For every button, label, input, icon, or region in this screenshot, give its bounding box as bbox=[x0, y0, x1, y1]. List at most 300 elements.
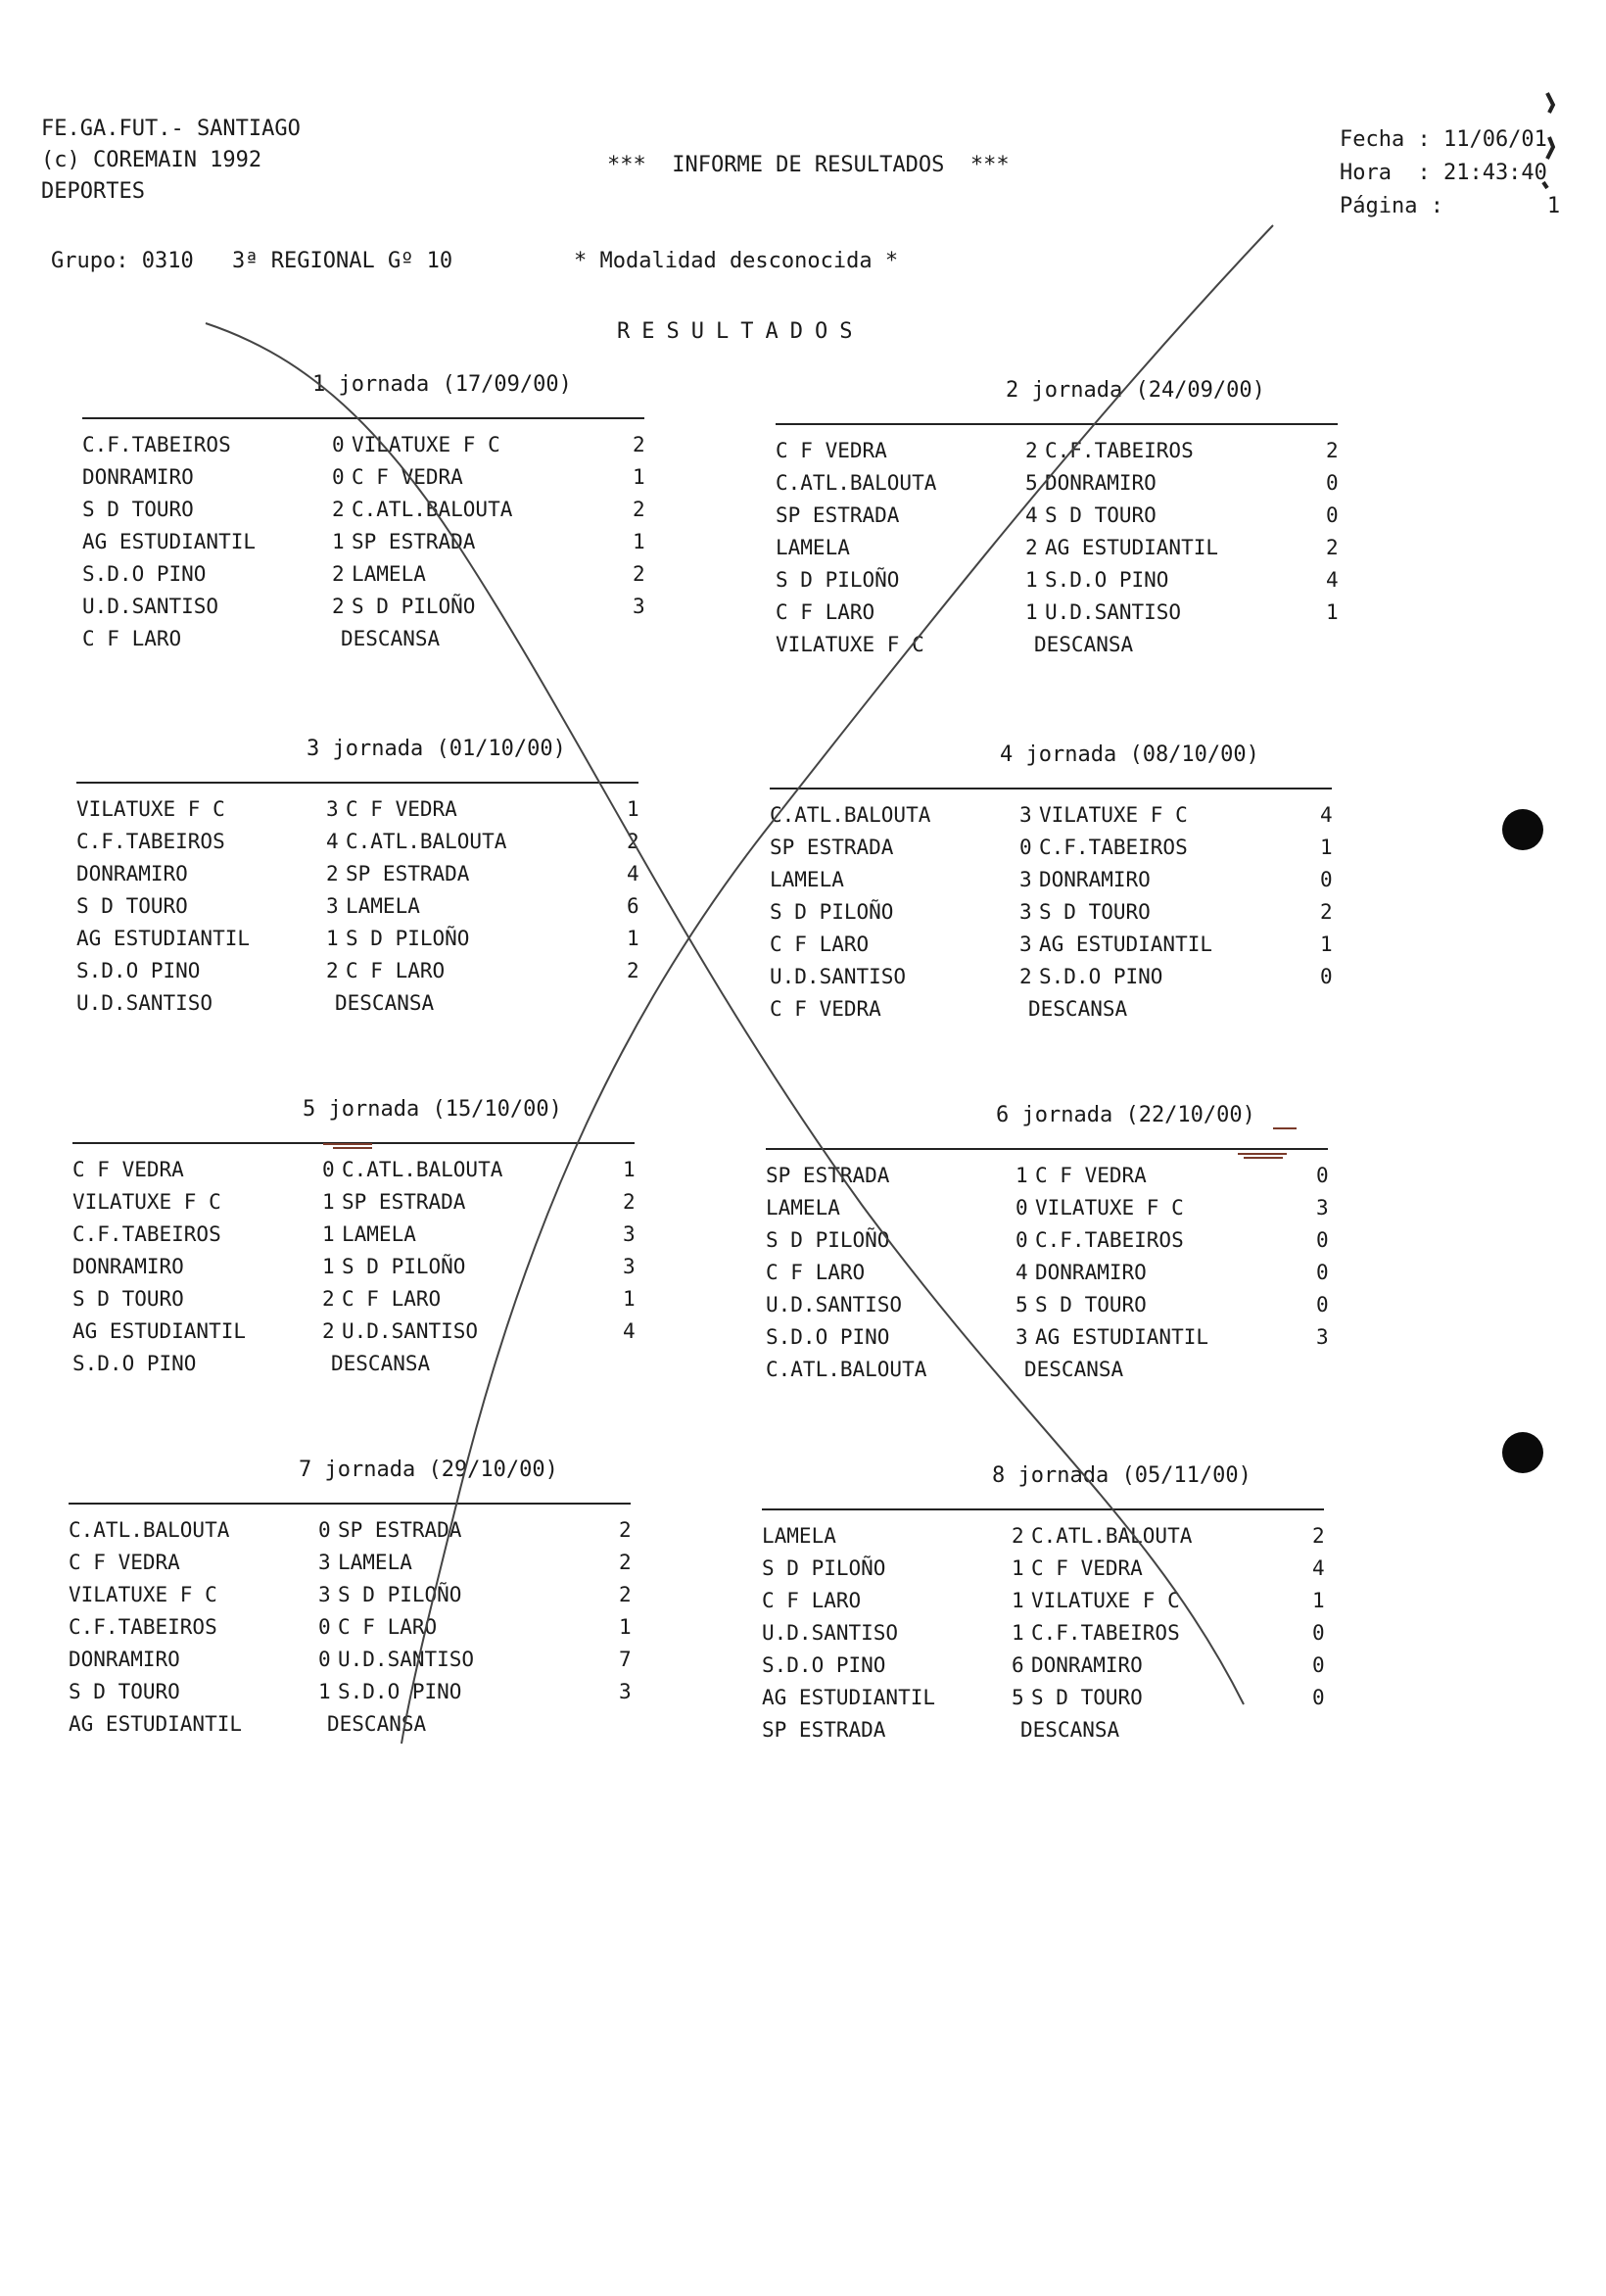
away-team: S.D.O PINO bbox=[338, 1680, 462, 1703]
away-score: 1 bbox=[1320, 836, 1333, 859]
rest-label: DESCANSA bbox=[1020, 1718, 1120, 1742]
away-score: 0 bbox=[1316, 1164, 1329, 1187]
away-team: VILATUXE F C bbox=[352, 433, 500, 456]
home-team: AG ESTUDIANTIL bbox=[82, 530, 257, 553]
away-team: C F VEDRA bbox=[1035, 1164, 1147, 1187]
home-score: 3 bbox=[318, 1551, 331, 1574]
home-score: 4 bbox=[326, 830, 339, 853]
home-score: 1 bbox=[322, 1222, 335, 1246]
away-team: S D TOURO bbox=[1035, 1293, 1147, 1316]
home-team: C.ATL.BALOUTA bbox=[770, 803, 931, 827]
round-title: 7 jornada (29/10/00) bbox=[299, 1458, 558, 1482]
home-team: C F VEDRA bbox=[69, 1551, 180, 1574]
away-score: 3 bbox=[1316, 1325, 1329, 1349]
home-team: AG ESTUDIANTIL bbox=[76, 927, 251, 950]
match-row bbox=[776, 471, 1344, 503]
away-team: DONRAMIRO bbox=[1039, 868, 1151, 891]
match-row bbox=[76, 894, 644, 927]
match-row bbox=[72, 1158, 640, 1190]
resting-team: C.ATL.BALOUTA bbox=[766, 1358, 927, 1381]
away-score: 2 bbox=[633, 498, 645, 521]
away-team: C.ATL.BALOUTA bbox=[342, 1158, 503, 1181]
match-row bbox=[762, 1556, 1330, 1589]
home-team: C F LARO bbox=[766, 1261, 866, 1284]
away-team: LAMELA bbox=[342, 1222, 416, 1246]
page-number: Página : 1 bbox=[1340, 194, 1561, 218]
match-row bbox=[770, 900, 1338, 933]
away-team: C.ATL.BALOUTA bbox=[1031, 1524, 1193, 1548]
home-score: 2 bbox=[322, 1287, 335, 1311]
away-team: S.D.O PINO bbox=[1039, 965, 1163, 988]
round-divider bbox=[82, 417, 644, 419]
away-team: VILATUXE F C bbox=[1035, 1196, 1184, 1220]
home-score: 1 bbox=[1012, 1589, 1024, 1612]
round-block bbox=[76, 737, 644, 1030]
away-team: C F VEDRA bbox=[346, 797, 457, 821]
rest-row bbox=[76, 991, 644, 1024]
away-team: AG ESTUDIANTIL bbox=[1045, 536, 1219, 559]
match-row bbox=[766, 1293, 1334, 1325]
home-team: U.D.SANTISO bbox=[770, 965, 907, 988]
home-score: 2 bbox=[326, 862, 339, 885]
away-score: 1 bbox=[623, 1287, 636, 1311]
match-row bbox=[69, 1583, 637, 1615]
home-score: 0 bbox=[1016, 1228, 1028, 1252]
away-team: S D PILOÑO bbox=[342, 1255, 466, 1278]
home-team: C.F.TABEIROS bbox=[76, 830, 225, 853]
match-row bbox=[76, 797, 644, 830]
home-score: 3 bbox=[318, 1583, 331, 1606]
home-score: 2 bbox=[1025, 439, 1038, 462]
away-score: 1 bbox=[1320, 933, 1333, 956]
home-score: 0 bbox=[1016, 1196, 1028, 1220]
match-row bbox=[776, 536, 1344, 568]
match-row bbox=[76, 959, 644, 991]
away-score: 2 bbox=[619, 1518, 632, 1542]
away-team: DONRAMIRO bbox=[1045, 471, 1157, 495]
rest-row bbox=[69, 1712, 637, 1745]
home-score: 1 bbox=[318, 1680, 331, 1703]
home-team: S D PILOÑO bbox=[770, 900, 894, 924]
away-score: 2 bbox=[623, 1190, 636, 1214]
home-score: 2 bbox=[1025, 536, 1038, 559]
category-name: 3ª REGIONAL Gº 10 bbox=[232, 249, 453, 273]
match-row bbox=[776, 439, 1344, 471]
match-row bbox=[766, 1196, 1334, 1228]
away-team: LAMELA bbox=[346, 894, 420, 918]
away-score: 6 bbox=[627, 894, 639, 918]
round-divider bbox=[776, 423, 1338, 425]
away-team: DONRAMIRO bbox=[1031, 1653, 1143, 1677]
punch-hole bbox=[1502, 809, 1543, 850]
round-divider bbox=[76, 782, 638, 784]
home-score: 2 bbox=[332, 562, 345, 586]
home-score: 1 bbox=[322, 1190, 335, 1214]
away-score: 4 bbox=[1320, 803, 1333, 827]
resting-team: C F VEDRA bbox=[770, 997, 881, 1021]
away-team: C F LARO bbox=[342, 1287, 442, 1311]
away-score: 0 bbox=[1320, 965, 1333, 988]
away-team: C.F.TABEIROS bbox=[1031, 1621, 1180, 1645]
away-team: LAMELA bbox=[338, 1551, 412, 1574]
match-row bbox=[762, 1621, 1330, 1653]
away-team: AG ESTUDIANTIL bbox=[1035, 1325, 1209, 1349]
away-score: 0 bbox=[1316, 1228, 1329, 1252]
match-row bbox=[770, 836, 1338, 868]
away-score: 4 bbox=[1326, 568, 1339, 592]
away-score: 7 bbox=[619, 1648, 632, 1671]
rest-label: DESCANSA bbox=[335, 991, 435, 1015]
away-score: 4 bbox=[1312, 1556, 1325, 1580]
away-score: 1 bbox=[633, 465, 645, 489]
match-row bbox=[72, 1287, 640, 1319]
away-team: SP ESTRADA bbox=[342, 1190, 466, 1214]
round-block bbox=[766, 1103, 1334, 1397]
away-score: 2 bbox=[627, 959, 639, 982]
rest-row bbox=[776, 633, 1344, 665]
away-score: 2 bbox=[633, 562, 645, 586]
away-team: C F VEDRA bbox=[1031, 1556, 1143, 1580]
round-title: 3 jornada (01/10/00) bbox=[307, 737, 566, 761]
home-score: 3 bbox=[1019, 900, 1032, 924]
away-team: C.ATL.BALOUTA bbox=[346, 830, 507, 853]
away-team: S D TOURO bbox=[1031, 1686, 1143, 1709]
home-score: 5 bbox=[1016, 1293, 1028, 1316]
away-team: U.D.SANTISO bbox=[342, 1319, 479, 1343]
match-row bbox=[776, 568, 1344, 600]
away-team: C F VEDRA bbox=[352, 465, 463, 489]
match-row bbox=[766, 1261, 1334, 1293]
home-team: VILATUXE F C bbox=[72, 1190, 221, 1214]
home-score: 4 bbox=[1025, 503, 1038, 527]
home-score: 1 bbox=[326, 927, 339, 950]
away-score: 1 bbox=[627, 797, 639, 821]
group-code: Grupo: 0310 bbox=[51, 249, 194, 273]
home-score: 3 bbox=[326, 894, 339, 918]
away-score: 2 bbox=[619, 1583, 632, 1606]
home-team: DONRAMIRO bbox=[69, 1648, 180, 1671]
away-team: C F LARO bbox=[346, 959, 446, 982]
match-row bbox=[69, 1680, 637, 1712]
match-row bbox=[69, 1615, 637, 1648]
away-score: 0 bbox=[1320, 868, 1333, 891]
home-team: C.ATL.BALOUTA bbox=[69, 1518, 230, 1542]
away-score: 0 bbox=[1316, 1293, 1329, 1316]
away-team: S D PILOÑO bbox=[346, 927, 470, 950]
away-team: C.ATL.BALOUTA bbox=[352, 498, 513, 521]
round-title: 8 jornada (05/11/00) bbox=[992, 1463, 1252, 1488]
away-score: 2 bbox=[1312, 1524, 1325, 1548]
home-team: S D TOURO bbox=[72, 1287, 184, 1311]
away-score: 1 bbox=[627, 927, 639, 950]
match-row bbox=[766, 1228, 1334, 1261]
home-score: 2 bbox=[332, 595, 345, 618]
home-score: 2 bbox=[1019, 965, 1032, 988]
away-score: 3 bbox=[623, 1255, 636, 1278]
home-score: 2 bbox=[332, 498, 345, 521]
match-row bbox=[776, 503, 1344, 536]
match-row bbox=[82, 433, 650, 465]
away-score: 0 bbox=[1312, 1686, 1325, 1709]
away-team: S D TOURO bbox=[1045, 503, 1157, 527]
home-score: 2 bbox=[322, 1319, 335, 1343]
away-score: 4 bbox=[623, 1319, 636, 1343]
rest-row bbox=[766, 1358, 1334, 1390]
away-team: S.D.O PINO bbox=[1045, 568, 1169, 592]
home-team: DONRAMIRO bbox=[72, 1255, 184, 1278]
match-row bbox=[72, 1190, 640, 1222]
report-date: Fecha : 11/06/01 bbox=[1340, 127, 1547, 152]
home-score: 0 bbox=[318, 1615, 331, 1639]
away-team: S D PILOÑO bbox=[352, 595, 476, 618]
punch-hole bbox=[1502, 1432, 1543, 1473]
rest-label: DESCANSA bbox=[1024, 1358, 1124, 1381]
round-block bbox=[776, 378, 1344, 672]
home-team: LAMELA bbox=[770, 868, 844, 891]
match-row bbox=[82, 465, 650, 498]
match-row bbox=[770, 803, 1338, 836]
home-team: C F LARO bbox=[770, 933, 870, 956]
away-score: 2 bbox=[619, 1551, 632, 1574]
home-score: 1 bbox=[322, 1255, 335, 1278]
resting-team: SP ESTRADA bbox=[762, 1718, 886, 1742]
home-team: U.D.SANTISO bbox=[82, 595, 219, 618]
away-score: 3 bbox=[1316, 1196, 1329, 1220]
away-team: VILATUXE F C bbox=[1031, 1589, 1180, 1612]
match-row bbox=[770, 965, 1338, 997]
home-score: 2 bbox=[326, 959, 339, 982]
rest-row bbox=[72, 1352, 640, 1384]
home-team: DONRAMIRO bbox=[76, 862, 188, 885]
resting-team: VILATUXE F C bbox=[776, 633, 924, 656]
match-row bbox=[72, 1319, 640, 1352]
home-score: 3 bbox=[1019, 868, 1032, 891]
home-score: 4 bbox=[1016, 1261, 1028, 1284]
away-score: 3 bbox=[633, 595, 645, 618]
rest-row bbox=[770, 997, 1338, 1029]
home-score: 3 bbox=[1019, 933, 1032, 956]
home-team: SP ESTRADA bbox=[770, 836, 894, 859]
resting-team: S.D.O PINO bbox=[72, 1352, 197, 1375]
round-divider bbox=[762, 1508, 1324, 1510]
match-row bbox=[770, 933, 1338, 965]
home-team: S D PILOÑO bbox=[762, 1556, 886, 1580]
match-row bbox=[770, 868, 1338, 900]
home-score: 0 bbox=[332, 465, 345, 489]
round-divider bbox=[72, 1142, 635, 1144]
away-score: 3 bbox=[623, 1222, 636, 1246]
match-row bbox=[766, 1164, 1334, 1196]
round-divider bbox=[766, 1148, 1328, 1150]
away-team: S D PILOÑO bbox=[338, 1583, 462, 1606]
away-score: 1 bbox=[619, 1615, 632, 1639]
round-divider bbox=[69, 1503, 631, 1505]
home-score: 3 bbox=[326, 797, 339, 821]
away-score: 0 bbox=[1312, 1621, 1325, 1645]
resting-team: C F LARO bbox=[82, 627, 182, 650]
away-score: 0 bbox=[1316, 1261, 1329, 1284]
home-team: S.D.O PINO bbox=[76, 959, 201, 982]
match-row bbox=[762, 1589, 1330, 1621]
round-block bbox=[82, 372, 650, 666]
away-team: SP ESTRADA bbox=[338, 1518, 462, 1542]
modality: * Modalidad desconocida * bbox=[574, 249, 899, 273]
home-team: VILATUXE F C bbox=[76, 797, 225, 821]
match-row bbox=[69, 1648, 637, 1680]
org-name: FE.GA.FUT.- SANTIAGO bbox=[41, 117, 301, 141]
rest-label: DESCANSA bbox=[331, 1352, 431, 1375]
home-score: 1 bbox=[332, 530, 345, 553]
away-score: 1 bbox=[633, 530, 645, 553]
home-team: S D TOURO bbox=[82, 498, 194, 521]
home-team: C F LARO bbox=[776, 600, 875, 624]
home-score: 0 bbox=[322, 1158, 335, 1181]
away-score: 2 bbox=[633, 433, 645, 456]
round-title: 6 jornada (22/10/00) bbox=[996, 1103, 1255, 1127]
home-score: 1 bbox=[1025, 568, 1038, 592]
copyright-line: (c) COREMAIN 1992 bbox=[41, 148, 262, 172]
home-team: S.D.O PINO bbox=[82, 562, 207, 586]
round-title: 4 jornada (08/10/00) bbox=[1000, 742, 1259, 767]
away-score: 0 bbox=[1312, 1653, 1325, 1677]
away-team: SP ESTRADA bbox=[346, 862, 470, 885]
home-team: C.ATL.BALOUTA bbox=[776, 471, 937, 495]
away-team: DONRAMIRO bbox=[1035, 1261, 1147, 1284]
match-row bbox=[72, 1222, 640, 1255]
rest-label: DESCANSA bbox=[327, 1712, 427, 1736]
away-team: C.F.TABEIROS bbox=[1045, 439, 1194, 462]
home-team: LAMELA bbox=[776, 536, 850, 559]
home-score: 0 bbox=[1019, 836, 1032, 859]
home-team: C.F.TABEIROS bbox=[82, 433, 231, 456]
rest-label: DESCANSA bbox=[1034, 633, 1134, 656]
report-meta bbox=[1340, 123, 1560, 223]
home-team: AG ESTUDIANTIL bbox=[72, 1319, 247, 1343]
away-team: U.D.SANTISO bbox=[338, 1648, 475, 1671]
match-row bbox=[69, 1518, 637, 1551]
round-block bbox=[762, 1463, 1330, 1757]
home-team: C.F.TABEIROS bbox=[72, 1222, 221, 1246]
match-row bbox=[766, 1325, 1334, 1358]
home-score: 1 bbox=[1012, 1621, 1024, 1645]
away-team: C.F.TABEIROS bbox=[1035, 1228, 1184, 1252]
home-score: 1 bbox=[1012, 1556, 1024, 1580]
home-team: LAMELA bbox=[766, 1196, 840, 1220]
round-divider bbox=[770, 788, 1332, 789]
rest-row bbox=[762, 1718, 1330, 1750]
away-score: 3 bbox=[619, 1680, 632, 1703]
rest-label: DESCANSA bbox=[341, 627, 441, 650]
away-team: LAMELA bbox=[352, 562, 426, 586]
home-score: 1 bbox=[1016, 1164, 1028, 1187]
match-row bbox=[82, 595, 650, 627]
home-team: S D TOURO bbox=[76, 894, 188, 918]
home-team: S.D.O PINO bbox=[762, 1653, 886, 1677]
round-block bbox=[770, 742, 1338, 1036]
department: DEPORTES bbox=[41, 179, 145, 204]
match-row bbox=[776, 600, 1344, 633]
away-team: C F LARO bbox=[338, 1615, 438, 1639]
away-score: 4 bbox=[627, 862, 639, 885]
away-team: C.F.TABEIROS bbox=[1039, 836, 1188, 859]
home-score: 3 bbox=[1016, 1325, 1028, 1349]
home-team: SP ESTRADA bbox=[776, 503, 900, 527]
match-row bbox=[82, 562, 650, 595]
match-row bbox=[82, 498, 650, 530]
away-score: 1 bbox=[1312, 1589, 1325, 1612]
away-team: S D TOURO bbox=[1039, 900, 1151, 924]
away-team: AG ESTUDIANTIL bbox=[1039, 933, 1213, 956]
away-score: 2 bbox=[1326, 439, 1339, 462]
resting-team: AG ESTUDIANTIL bbox=[69, 1712, 243, 1736]
home-team: C F VEDRA bbox=[72, 1158, 184, 1181]
match-row bbox=[72, 1255, 640, 1287]
away-score: 2 bbox=[627, 830, 639, 853]
home-team: LAMELA bbox=[762, 1524, 836, 1548]
match-row bbox=[762, 1686, 1330, 1718]
home-score: 0 bbox=[318, 1518, 331, 1542]
match-row bbox=[69, 1551, 637, 1583]
home-score: 5 bbox=[1025, 471, 1038, 495]
match-row bbox=[76, 830, 644, 862]
home-score: 5 bbox=[1012, 1686, 1024, 1709]
away-score: 2 bbox=[1320, 900, 1333, 924]
home-team: AG ESTUDIANTIL bbox=[762, 1686, 936, 1709]
home-team: U.D.SANTISO bbox=[762, 1621, 899, 1645]
home-score: 2 bbox=[1012, 1524, 1024, 1548]
round-title: 1 jornada (17/09/00) bbox=[312, 372, 572, 397]
organization-header bbox=[41, 114, 301, 208]
home-score: 6 bbox=[1012, 1653, 1024, 1677]
home-team: C F VEDRA bbox=[776, 439, 887, 462]
home-team: S.D.O PINO bbox=[766, 1325, 890, 1349]
away-team: U.D.SANTISO bbox=[1045, 600, 1182, 624]
rest-label: DESCANSA bbox=[1028, 997, 1128, 1021]
report-time: Hora : 21:43:40 bbox=[1340, 161, 1547, 185]
away-team: VILATUXE F C bbox=[1039, 803, 1188, 827]
home-team: S D PILOÑO bbox=[776, 568, 900, 592]
match-row bbox=[76, 862, 644, 894]
away-score: 1 bbox=[623, 1158, 636, 1181]
away-score: 1 bbox=[1326, 600, 1339, 624]
home-team: SP ESTRADA bbox=[766, 1164, 890, 1187]
away-score: 0 bbox=[1326, 471, 1339, 495]
home-score: 3 bbox=[1019, 803, 1032, 827]
match-row bbox=[82, 530, 650, 562]
resting-team: U.D.SANTISO bbox=[76, 991, 213, 1015]
round-block bbox=[72, 1097, 640, 1391]
report-title: *** INFORME DE RESULTADOS *** bbox=[607, 153, 1010, 177]
rest-row bbox=[82, 627, 650, 659]
home-team: VILATUXE F C bbox=[69, 1583, 217, 1606]
home-team: C.F.TABEIROS bbox=[69, 1615, 217, 1639]
results-heading: RESULTADOS bbox=[617, 319, 865, 344]
home-score: 1 bbox=[1025, 600, 1038, 624]
match-row bbox=[762, 1524, 1330, 1556]
away-team: SP ESTRADA bbox=[352, 530, 476, 553]
home-team: DONRAMIRO bbox=[82, 465, 194, 489]
round-title: 2 jornada (24/09/00) bbox=[1006, 378, 1265, 403]
home-team: S D PILOÑO bbox=[766, 1228, 890, 1252]
home-team: C F LARO bbox=[762, 1589, 862, 1612]
home-team: U.D.SANTISO bbox=[766, 1293, 903, 1316]
round-title: 5 jornada (15/10/00) bbox=[303, 1097, 562, 1122]
away-score: 0 bbox=[1326, 503, 1339, 527]
home-team: S D TOURO bbox=[69, 1680, 180, 1703]
match-row bbox=[762, 1653, 1330, 1686]
home-score: 0 bbox=[318, 1648, 331, 1671]
home-score: 0 bbox=[332, 433, 345, 456]
